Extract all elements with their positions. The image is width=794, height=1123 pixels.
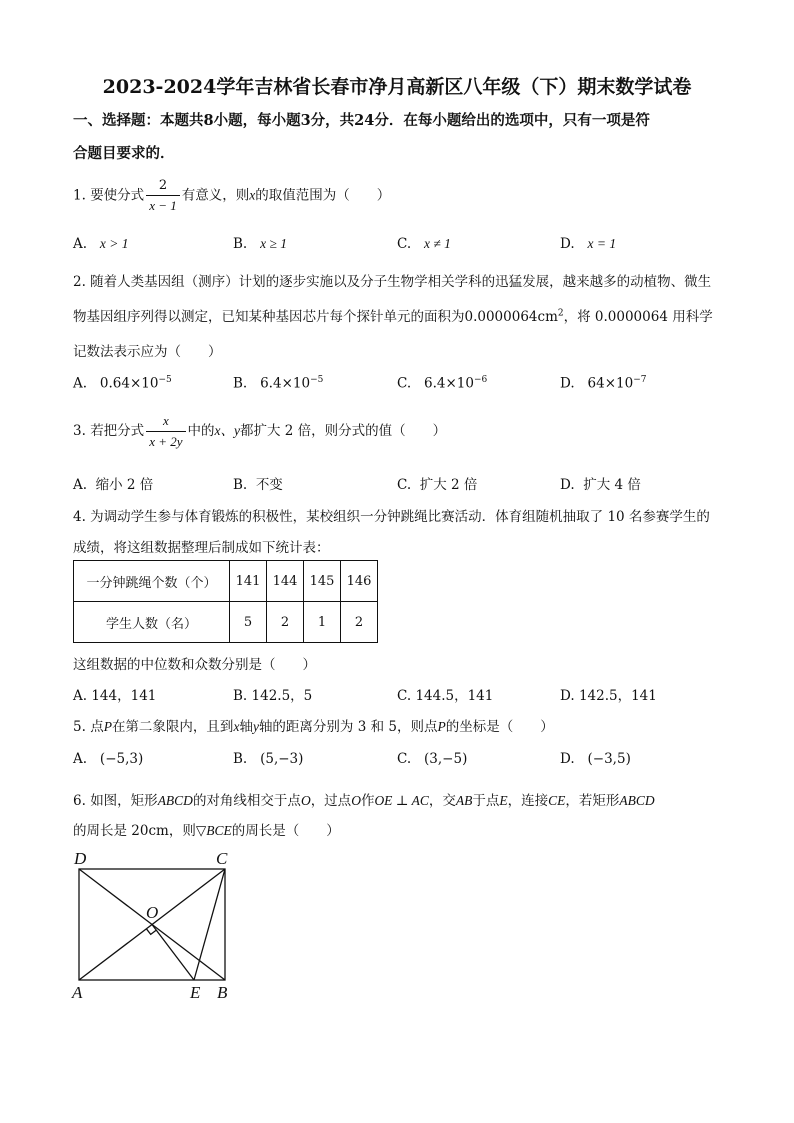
vertex-label-b: B (217, 983, 228, 1002)
point-label-e: E (190, 983, 201, 1002)
question-2-line3: 记数法表示应为（ ） (73, 344, 222, 360)
statistics-table (73, 560, 378, 643)
fraction (146, 178, 180, 214)
q4-option-b[interactable]: B. 142.5，5 (233, 688, 313, 704)
q5-option-a[interactable]: A. (−5,3) (73, 751, 144, 767)
question-3: 3. 若把分式 $\frac{x}{x + 2y}$ 中的x、y都扩大 2 倍，则分式的值（ ） (73, 413, 447, 449)
vertex-label-d: D (74, 849, 87, 868)
q4-option-d[interactable]: D. 142.5，141 (560, 688, 657, 704)
q3-option-c[interactable]: C. 扩大 2 倍 (397, 477, 478, 493)
vertex-label-a: A (72, 983, 83, 1002)
area-value: 0.0000064cm (464, 309, 558, 325)
fraction-denominator: x − 1 (149, 198, 177, 213)
q3-option-d[interactable]: D. 扩大 4 倍 (560, 477, 641, 493)
fraction (146, 413, 185, 450)
q1-option-a[interactable]: A. x > 1 (73, 236, 129, 252)
fraction-denominator: x + 2y (149, 434, 183, 449)
segment-ce (194, 869, 225, 980)
q3-option-b[interactable]: B. 不变 (233, 477, 283, 493)
page-title: 2023-2024学年吉林省长春市净月高新区八年级（下）期末数学试卷 (102, 76, 692, 98)
q1-option-b[interactable]: B. x ≥ 1 (233, 236, 287, 252)
q5-option-d[interactable]: D. (−3,5) (560, 751, 631, 767)
table-row-header: 学生人数（名） (74, 602, 230, 643)
table-row-header: 一分钟跳绳个数（个） (74, 561, 230, 602)
question-4-line1: 4. 为调动学生参与体育锻炼的积极性，某校组织一分钟跳绳比赛活动．体育组随机抽取了 10 名参赛学生的 (73, 509, 710, 525)
table-cell: 5 (230, 602, 267, 643)
table-row (74, 602, 378, 643)
q2-option-b[interactable]: B. $6.4\times 10^{-5}$ (233, 375, 324, 392)
table-cell: 2 (341, 602, 378, 643)
q5-option-b[interactable]: B. (5,−3) (233, 751, 304, 767)
table-cell: 145 (304, 561, 341, 602)
table-cell: 146 (341, 561, 378, 602)
question-4-question: 这组数据的中位数和众数分别是（ ） (73, 657, 316, 673)
fraction-numerator: x (146, 413, 185, 432)
q5-option-c[interactable]: C. (3,−5) (397, 751, 468, 767)
vertex-label-c: C (216, 849, 228, 868)
table-cell: 144 (267, 561, 304, 602)
question-2-line1: 2. 随着人类基因组（测序）计划的逐步实施以及分子生物学相关学科的迅猛发展，越来越多的动植物、微生 (73, 274, 712, 290)
q3-option-a[interactable]: A. 缩小 2 倍 (73, 477, 154, 493)
q4-option-a[interactable]: A. 144，141 (73, 688, 157, 704)
q1-option-c[interactable]: C. x ≠ 1 (397, 236, 451, 252)
point-label-o: O (146, 903, 159, 922)
table-cell: 141 (230, 561, 267, 602)
q2-option-a[interactable]: A. $0.64\times 10^{-5}$ (73, 375, 172, 392)
question-text: 要使分式 (90, 187, 145, 204)
q1-option-d[interactable]: D. x = 1 (560, 236, 617, 252)
section-heading-line2: 合题目要求的． (73, 145, 175, 162)
question-1: 1. 要使分式 $\frac{2}{x - 1}$ 有意义，则x的取值范围为（ ） (73, 178, 391, 213)
question-2-line2: 物基因组序列得以测定，已知某种基因芯片每个探针单元的面积为$0.0000064cm^2$，将 0.0000064 用科学 (73, 308, 713, 325)
rectangle-figure (66, 846, 246, 1006)
question-6-line2: 的周长是 20cm，则▽BCE的周长是（ ） (73, 823, 340, 839)
question-6-line1: 6. 如图，矩形ABCD的对角线相交于点O，过点O作OE ⊥ AC，交AB于点E，连接CE，若矩形ABCD (73, 793, 655, 809)
fraction-numerator: 2 (146, 178, 180, 196)
section-heading-line1: 一、选择题：本题共8小题，每小题3分，共24分．在每小题给出的选项中，只有一项是符 (73, 112, 650, 129)
question-number: 1. (73, 187, 86, 204)
q4-option-c[interactable]: C. 144.5，141 (397, 688, 494, 704)
table-row (74, 561, 378, 602)
q2-option-d[interactable]: D. $64\times 10^{-7}$ (560, 375, 647, 392)
question-4-line2: 成绩，将这组数据整理后制成如下统计表： (73, 540, 330, 556)
right-angle-mark (146, 929, 156, 935)
question-5: 5. 点P在第二象限内，且到x轴y轴的距离分别为 3 和 5，则点P的坐标是（ ） (73, 719, 554, 735)
q2-option-c[interactable]: C. $6.4\times 10^{-6}$ (397, 375, 488, 392)
table-cell: 2 (267, 602, 304, 643)
table-cell: 1 (304, 602, 341, 643)
